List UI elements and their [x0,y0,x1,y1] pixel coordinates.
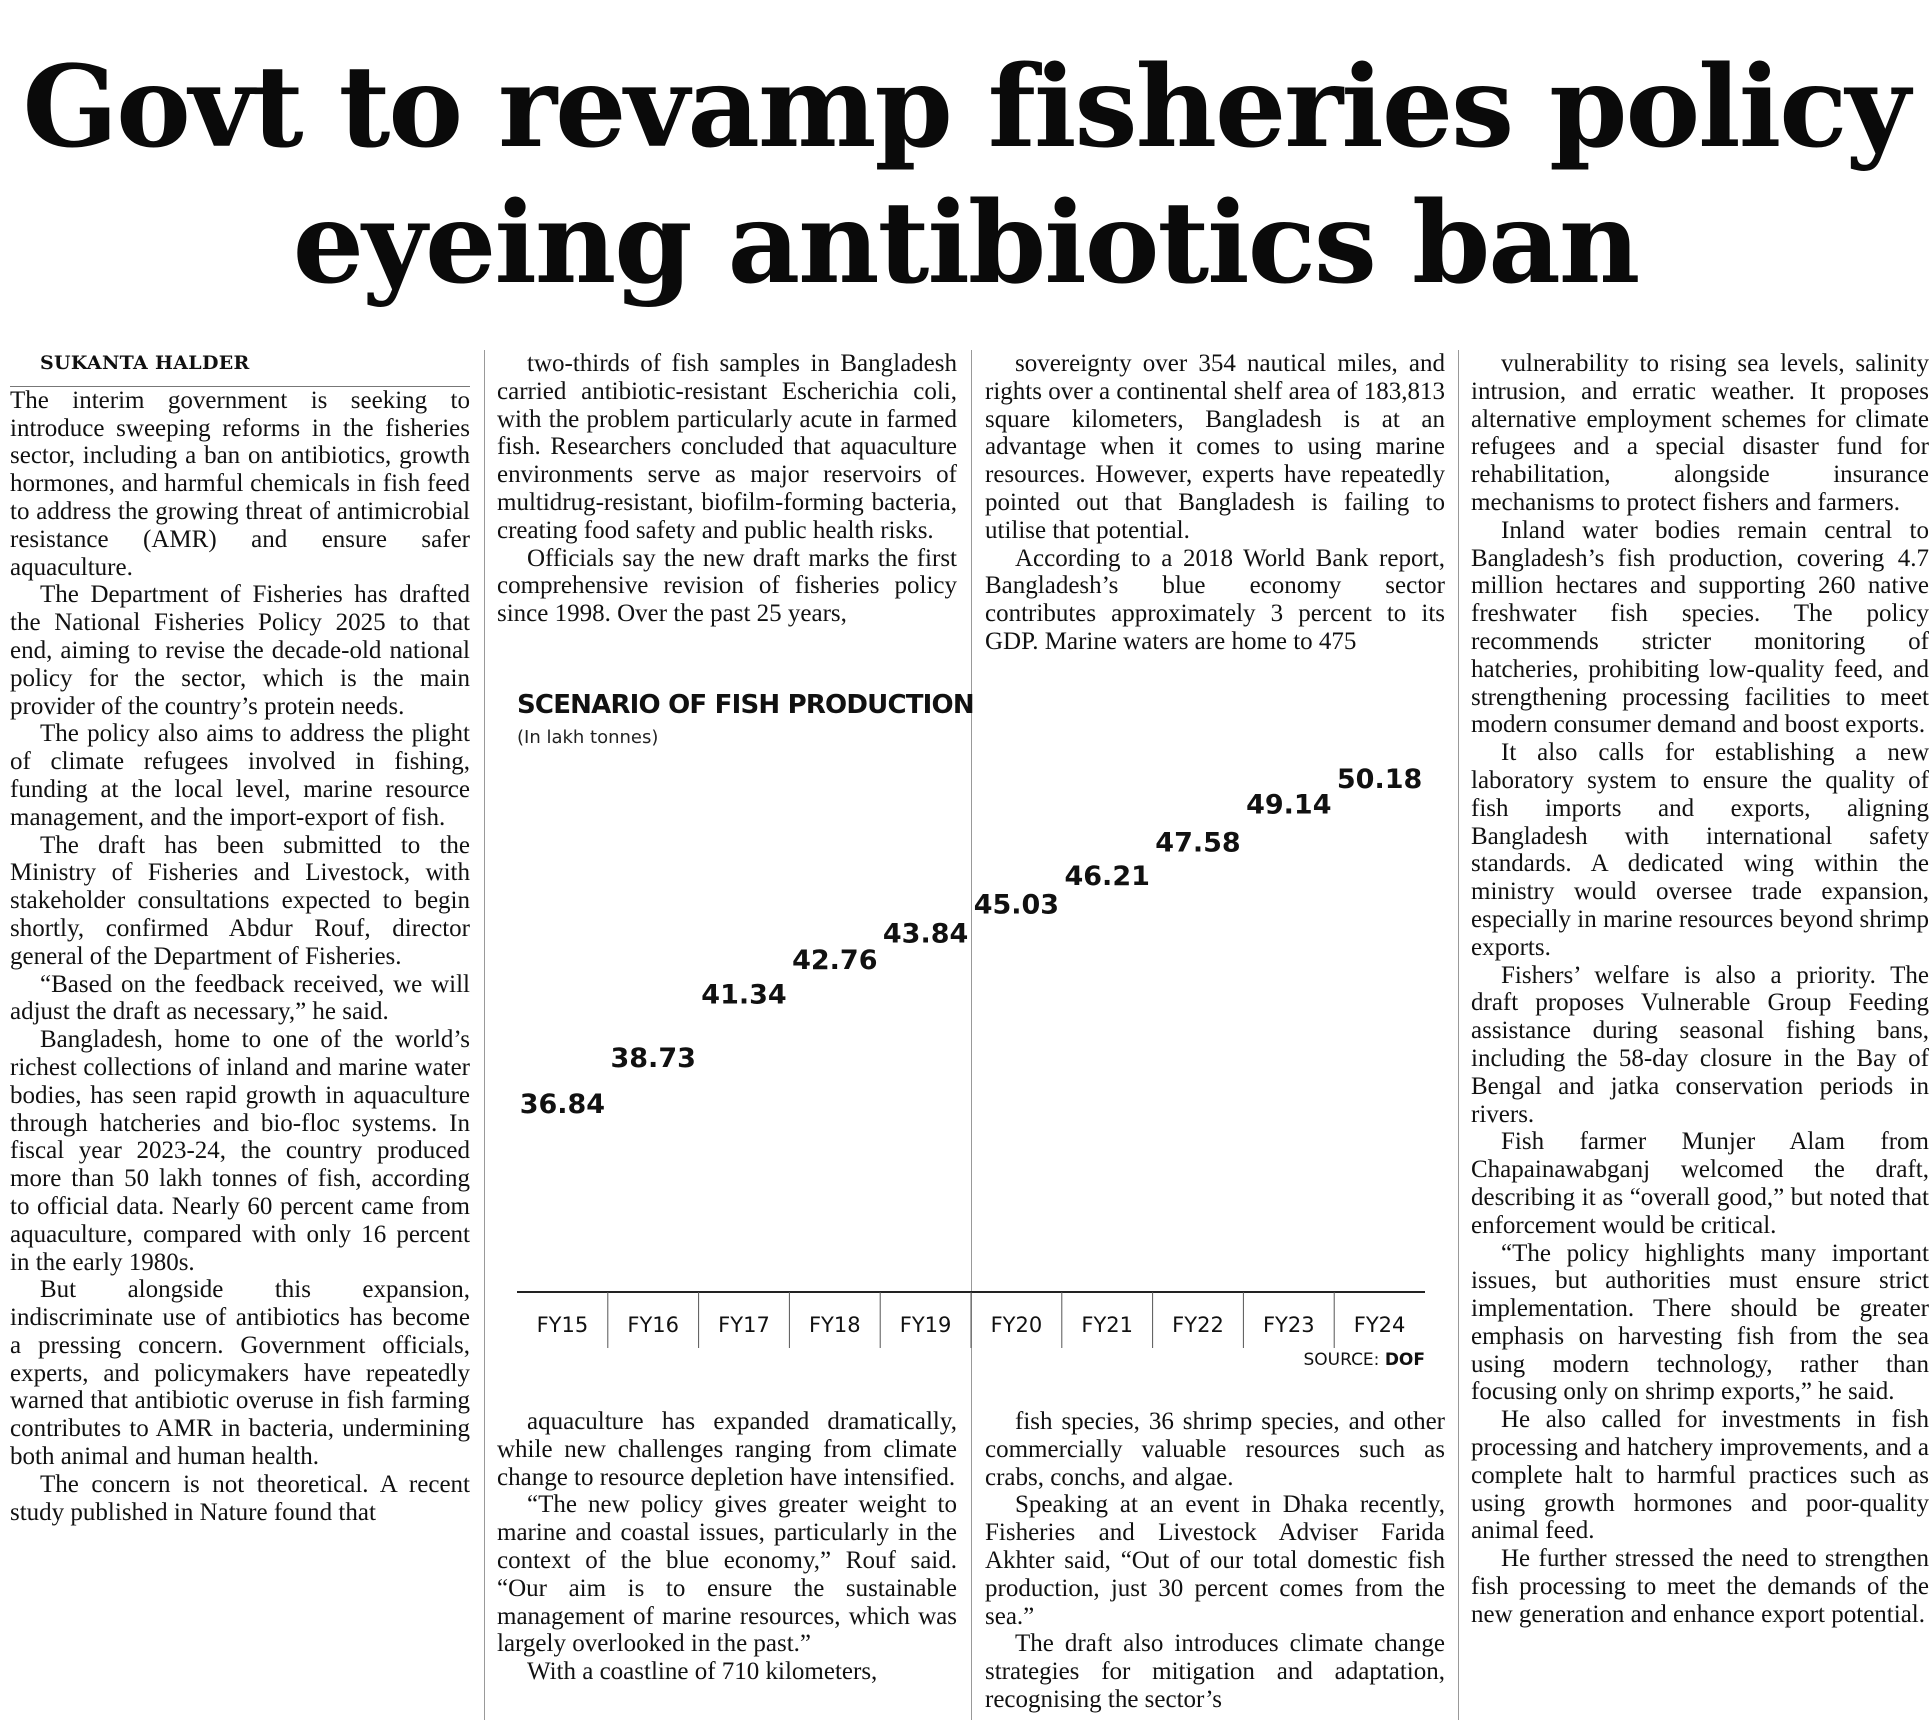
x-tick-label: FY19 [899,1313,952,1337]
bar-value-label: 47.58 [1155,827,1241,859]
paragraph: The Department of Fisheries has drafted the National Fisheries Policy 2025 to that end, aiming to revise the decade-old national policy for the sector, which is the main provider of the country’s protein needs. [10,581,470,720]
fish-production-chart [505,680,1435,1380]
bar-fy18 [793,981,876,1292]
bar-fy23 [1247,825,1330,1292]
bar-fy19 [884,955,967,1292]
paragraph: He further stressed the need to strengthen fish processing to meet the demands of the new generation and enhance export potential. [1471,1545,1929,1628]
x-tick-label: FY18 [808,1313,861,1337]
paragraph: He also called for investments in fish processing and hatchery improvements, and a complete halt to harmful practices such as using growth hormones and poor-quality animal feed. [1471,1406,1929,1545]
x-tick-label: FY20 [990,1313,1043,1337]
bar-value-label: 36.84 [519,1089,606,1121]
article-column-2-top [497,350,957,628]
article-column-3-bottom [985,1408,1445,1714]
fish-photo-shape [670,1180,1150,1380]
x-tick-label: FY21 [1081,1313,1134,1337]
bar-fy24 [1338,800,1421,1292]
paragraph: “The policy highlights many important issues, but authorities must ensure strict implementation. There should be greater emphasis on harvesting fish from the sea using modern technology, rather than focusing only on shrimp exports,” he said. [1471,1239,1929,1406]
bar-value-label: 45.03 [973,889,1060,921]
paragraph: sovereignty over 354 nautical miles, and rights over a continental shelf area of 183,813 square kilometers, Bangladesh is at an advantage when it comes to using marine resources. However, experts have repeatedly pointed out that Bangladesh is failing to utilise that potential. [985,350,1445,544]
paragraph: Inland water bodies remain central to Bangladesh’s fish production, covering 4.7 million hectares and supporting 260 native freshwater fish species. The policy recommends stricter monitoring of hatcheries, prohibiting low-quality feed, and strengthening processing facilities to meet modern consumer demand and boost exports. [1471,516,1929,739]
headline-line-2: eyeing antibiotics ban [292,178,1639,309]
bar-fy22 [1157,863,1240,1292]
x-tick-label: FY17 [718,1313,770,1337]
paragraph: Speaking at an event in Dhaka recently, Fisheries and Livestock Adviser Farida Akhter said, “Out of our total domestic fish production, just 30 percent comes from the sea.” [985,1491,1445,1630]
article-column-4 [1471,350,1929,1629]
article-column-3-top [985,350,1445,656]
source-value: DOF [1384,1350,1425,1370]
source-label: SOURCE: [1303,1350,1380,1370]
x-tick-label: FY15 [536,1313,589,1337]
bar-value-label: 42.76 [792,944,878,976]
bar-value-label: 50.18 [1336,763,1423,795]
chart-source [1303,1350,1425,1370]
article-column-2-bottom [497,1408,957,1686]
bar-fy15 [521,1125,604,1292]
chart-subtitle: (In lakh tonnes) [517,727,659,748]
bar-value-label: 46.21 [1064,860,1150,892]
chart-title: SCENARIO OF FISH PRODUCTION [517,690,974,720]
paragraph: The draft has been submitted to the Ministry of Fisheries and Livestock, with stakeholder consultations expected to begin shortly, confirmed Abdur Rouf, director general of the Department of Fisheries. [10,831,470,970]
paragraph: vulnerability to rising sea levels, salinity intrusion, and erratic weather. It proposes alternative employment schemes for climate refugees and a special disaster fund for rehabilitation, alongside insurance mechanisms to protect fishers and farmers. [1471,350,1929,516]
bar-fy21 [1066,897,1149,1292]
paragraph: With a coastline of 710 kilometers, [527,1658,878,1686]
paragraph: Fish farmer Munjer Alam from Chapainawabganj welcomed the draft, describing it as “overall good,” but noted that enforcement would be critical. [1471,1128,1929,1239]
paragraph: two-thirds of fish samples in Bangladesh carried antibiotic-resistant Escherichia coli, with the problem particularly acute in farmed fish. Researchers concluded that aquaculture environments serve as major reservoirs of multidrug-resistant, biofilm-forming bacteria, creating food safety and public health risks. [497,350,957,544]
paragraph: aquaculture has expanded dramatically, while new challenges ranging from climate change to resource depletion have intensified. [497,1408,957,1491]
paragraph: fish species, 36 shrimp species, and other commercially valuable resources such as crabs, conchs, and algae. [985,1408,1445,1491]
paragraph: According to a 2018 World Bank report, Bangladesh’s blue economy sector contributes approximately 3 percent to its GDP. Marine waters are home to 475 [985,544,1445,655]
bar-value-label: 49.14 [1246,789,1332,821]
paragraph: The policy also aims to address the plight of climate refugees involved in fishing, funding at the local level, marine resource management, and the import-export of fish. [10,720,470,831]
paragraph: Officials say the new draft marks the first comprehensive revision of fisheries policy since 1998. Over the past 25 years, [497,544,957,628]
headline-line-1: Govt to revamp fisheries policy [22,42,1909,173]
paragraph: The draft also introduces climate change strategies for mitigation and adaptation, recognising the sector’s [985,1630,1445,1713]
bar-fy17 [703,1016,786,1292]
paragraph: The interim government is seeking to introduce sweeping reforms in the fisheries sector, including a ban on antibiotics, growth hormones, and harmful chemicals in fish feed to address the growing threat of antimicrobial resistance (AMR) and ensure safer aquaculture. [10,386,470,581]
headline [0,40,1931,312]
chart-plot [505,680,1435,1380]
paragraph: It also calls for establishing a new laboratory system to ensure the quality of fish imports and exports, aligning Bangladesh with international safety standards. A dedicated wing within the ministry would oversee trade expansion, especially in marine resources beyond shrimp exports. [1471,739,1929,961]
paragraph: Fishers’ welfare is also a priority. The draft proposes Vulnerable Group Feeding assistance during seasonal fishing bans, including the 58-day closure in the Bay of Bengal and jatka conservation periods in rivers. [1471,961,1929,1128]
bar-value-label: 43.84 [882,918,969,950]
paragraph: “The new policy gives greater weight to marine and coastal issues, particularly in the context of the blue economy,” Rouf said. “Our aim is to ensure the sustainable management of marine resources, which was largely overlooked in the past.” [497,1491,957,1658]
column-rule [484,350,485,1720]
umbrella-photo-shape [1105,981,1305,1120]
byline: SUKANTA HALDER [10,350,470,387]
paragraph: The concern is not theoretical. A recent study published in Nature found that [10,1470,470,1526]
bar-fy16 [612,1079,695,1292]
bar-value-label: 41.34 [701,979,787,1011]
article-column-1 [10,350,470,1526]
x-tick-label: FY23 [1262,1313,1315,1337]
x-tick-label: FY22 [1172,1313,1224,1337]
x-tick-label: FY24 [1353,1313,1406,1337]
bar-fy20 [975,926,1058,1292]
x-tick-label: FY16 [627,1313,680,1337]
paragraph: Bangladesh, home to one of the world’s richest collections of inland and marine water bodies, has seen rapid growth in aquaculture through hatcheries and bio-floc systems. In fiscal year 2023-24, the country produced more than 50 lakh tonnes of fish, according to official data. Nearly 60 percent came from aquaculture, compared with only 16 percent in the early 1980s. [10,1026,470,1276]
paragraph: “Based on the feedback received, we will adjust the draft as necessary,” he said. [10,970,470,1026]
bar-value-label: 38.73 [610,1043,696,1075]
paragraph: But alongside this expansion, indiscriminate use of antibiotics has become a pressing concern. Government officials, experts, and policymakers have repeatedly warned that antibiotic overuse in fish farming contributes to AMR in bacteria, undermining both animal and human health. [10,1276,470,1471]
column-rule [1458,350,1459,1720]
